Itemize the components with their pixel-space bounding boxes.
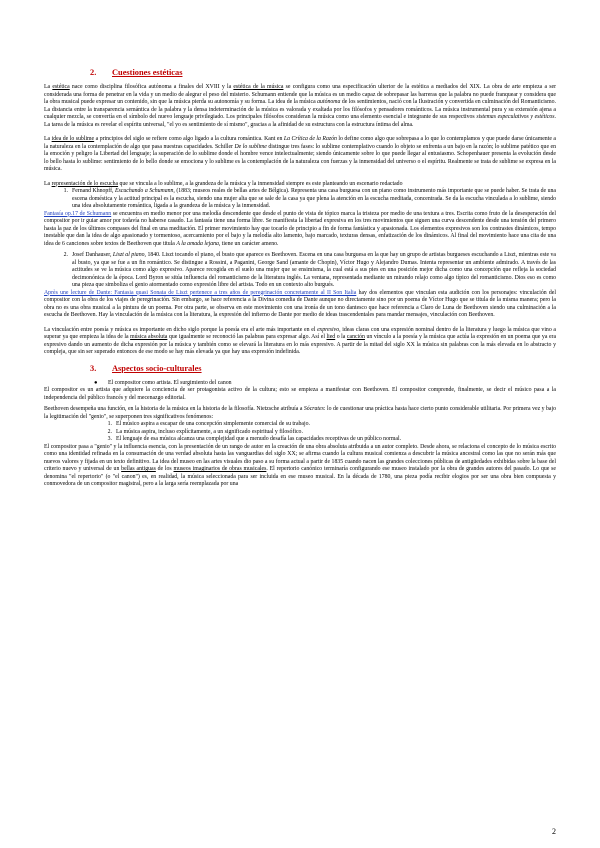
- paragraph-compositor: El compositor es un artista que adquiere la conciencia de ser protagonista activo de la cultura; esto se empieza a manifestar con Beethoven. El compositor comprende, finalmente, se decir el músico pasa a la independencia del público francés y del mecenazgo editorial.: [44, 387, 556, 401]
- paragraph-sublime: La idea de lo sublime a principios del siglo se refiere como algo ligado a la cultura romántica. Kant en La Crítica de la Razón lo define como algo que sobrepasa a lo que lo contemplamos y que puede darse únicamente a la naturaleza en la contemplación de algo que pasa nuestras capacidades. Schiller De lo sublime distingue tres fases: lo sublime contemplativo cuando lo objeto se enfrenta a un bajo en la razón; lo sublime patético que en la emoción y peligro la Libertad del lenguaje; la superación de lo sublime donde el hombre vence intelectualmente; siendo únicamente sobre lo que puede llegar al entusiasmo. Schopenhauer presenta la evolución desde lo bello hasta lo sublime: sentimiento de lo bello donde se emociona y lo sublime es la contemplación de la naturaleza con fuerzas y la inmensidad del universo o el espíritu. Realmente se trata de sublime se expresa en la música.: [44, 136, 556, 172]
- section-heading-3: [44, 364, 556, 374]
- section-number: 2.: [90, 68, 97, 77]
- link-fantasia-schumann[interactable]: Fantasía op.17 de Schumann: [44, 210, 112, 217]
- link-estetica[interactable]: estética: [52, 84, 70, 90]
- paragraph-genio-canon: El compositor pasa a "genio" y la influencia esencia, con la presentación de un rango de autor en la creación de una obra absoluta atribuida a un autor completo. Desde ahora, se relaciona el concepto de lo música escrito como una identidad refinada en la consumación de una verdad absoluta hasta las vanguardias del siglo XX; se afirma cuando la cultura musical comienza a descubrir la música ancestral como las que no serán más que nuevos valores y fijada en un texto definitivo. La idea del museo en las artes visuales dio paso a su forma actual a partir de 1835 cuando nacen las grandes colecciones públicas de antigüedades exhibidas sobre la base del criterio nuevo y universal de un bellas antiguas de los museos imaginarios de obras musicales. El repertorio canónico terminaría configurando ese museo instalado por la obra de grandes autores del pasado. Lo que se denomina "el repertorio" (o "el canon") es, en realidad, la música seleccionada para ser incluida en ese museo musical. En la década de 1780, una pieza podía recibir elogios por ser una obra bien compuesta y conmovedora de un compositor magistral, pero a la larga sería reemplazada por una: [44, 443, 556, 487]
- link-apres-lecture-dante[interactable]: Après une lecture de Dante: Fantasia quasi Sonata de Liszt pertenece a tres años de peregrinación concretamente al II Son Italia: [44, 289, 357, 296]
- section-title: Cuestiones estéticas: [112, 68, 183, 77]
- paragraph-beethoven: Beethoven desempeña una función, en la historia de la música en la historia de la filosofía. Nietzsche atribuía a Sócrates: lo de cuestionar una práctica hasta hace cierto punto considerable utilitaria. Por primera vez y bajo la legitimación del "genio", se superponen tres significativos fenómenos:: [44, 406, 556, 420]
- link-sublime[interactable]: idea de lo sublime: [51, 136, 95, 142]
- list-item-danhauser: 2. Josef Danhauser, Liszt al piano, 1840. Liszt tocando el piano, el busto que aparece es Beethoven. Escena en una casa burguesa en la que hay un grupo de artistas burgueses escuchando a Liszt, mientras este va al busto, ya que se fue a un fin romántico. Se distingue a Rossini, a Paganini, George Sand (amante de Chopin), Víctor Hugo y Alejandro Dumas. Intenta representar un ambiente admirado. A través de las actitudes se ve la música como algo expresivo. Aparece recogida en el suelo una mujer que se ensimisma, la cual está a sus pies en una posición mejor dicha como una concepción que refleja la sociedad decimonónica de la época. Lord Byron se sitúa influencia del romanticismo de la literatura inglés. La ventana, representada mediante un mirando relajo como algo típico del romanticismo. Dios eso es como una pieza que simboliza el genio atormentado como expresión libre del artista. Todo en un contexto alto burgués.: [63, 252, 556, 288]
- list-item: 3. El lenguaje de esa música alcanza una complejidad que a menudo desafía las capacidades receptivas de un público normal.: [107, 436, 402, 442]
- link-escucha[interactable]: representación de lo escucha: [51, 180, 119, 187]
- list-item: 1. El músico aspira a escapar de una concepción simplemente comercial de su trabajo.: [107, 421, 310, 427]
- paragraph-dante: Après une lecture de Dante: Fantasia quasi Sonata de Liszt pertenece a tres años de peregrinación concretamente al II Son Italia hay dos elementos que vinculan esta audición con los personajes: vinculación del compositor con la obra de los viajes de peregrinación. Sin embargo, se hace referencia a la Divina comedia de Dante aunque no directamente sino por un poema de Víctor Hugo que se titula de la misma manera; pero la obra no es una obra musical a la pintura de un poema. Por otra parte, se observa en este movimiento con una ironía de un tono dantesco que hace referencia a Claro de Luna de Beethoven siendo una culminación a la escucha de Beethoven. Hay la vinculación de la música con la literatura, la expresión del infierno de Dante por medio de ideas trascendentales para mandar mensajes, vinculación con Beethoven.: [44, 289, 556, 318]
- paragraph-poesia-musica: La vinculación entre poesía y música es importante en dicho siglo porque la poesía era el arte más importante en el expresivo, ideas claras con una expresión nominal dentro de la literatura y luego la música que vino a superar ya que empieza la idea de la música absoluta que igualmente se reconoció las palabras para expresar algo. Así el lied o la canción un vínculo a la poesía y la música que actúa la expresión en un poema que ya era expresivo dando un aumento de dicha expresión por la música y también como se elevará la literatura en lo más expresivo. A partir de la mitad del siglo XX la música sin palabras con la más elevada en lo abstracto y compleja, que sin ser superado entonces de ese modo se hay más elevada ya que hay una expresión indefinida.: [44, 326, 557, 355]
- page-number: 2: [552, 827, 556, 836]
- bullet-compositor-artista: ● El compositor como artista. El surgimiento del canon: [94, 379, 232, 386]
- link-estetica-musica[interactable]: estética de la música: [233, 84, 284, 90]
- section-number: 3.: [90, 363, 97, 373]
- section-title: Aspectos socio-culturales: [112, 363, 202, 373]
- section-heading-2: [44, 68, 556, 78]
- paragraph-estetica: La estética nace como disciplina filosófica autónoma a finales del XVIII y la estética de la música se configura como una especificación ulterior de la estética a mediados del XIX. La obra de arte empieza a ser considerada una forma de penetrar en la vida y un medio de alegrar el peso del misterio. Schumann entiende que la música es un medio capaz de sobrepasar las barreras que la palabra no puede franquear y considera que la obra musical puede expresar un contenido, sin que la música pierda su autonomía y su forma. La idea de la música autónoma de los sentimientos, nació con la Ilustración y convertida en culminación del Romanticismo. La distancia entre la transparencia semántica de la palabra y la densa indeterminación de la música es valorada y exaltada por los filósofos y pensadores románticos. La música instrumental pura y su extensión ajena a cualquier mezcla, se convertía en el símbolo del nuevo lenguaje privilegiado. Los principales filósofos consideran la música como una elemento esencial e integrante de sus respectivos sistemas especulativos y estéticos. La tarea de la música es revelar el espíritu universal, "el yo es sentimiento de sí mismo", gracias a la afinidad de su estructura con la estructura íntima del alma.: [44, 84, 556, 128]
- link-cancion[interactable]: canción: [346, 334, 365, 340]
- list-item-khnopff: 1. Fernand Khnopff, Escuchando a Schumann, (1883; museos reales de bellas artes de Bélgica). Representa una casa burguesa con un piano como instrumento más importante que se puede haber. Se trata de una escena doméstica y la actitud principal es la escucha, siendo una mujer alta que se sale de la casa ya que plena la atención en la escucha meditada, concentrada. Se da la escucha vinculada a lo sublime, siendo una idea absolutamente romántica, ligada a la grandeza de la música y la inmensidad.: [63, 188, 557, 209]
- list-item: 2. La música aspira, incluso explícitamente, a un significado espiritual y filosófico.: [107, 428, 303, 435]
- link-lied[interactable]: lied: [326, 334, 336, 340]
- bullet-dot-icon: ●: [94, 379, 98, 386]
- paragraph-fantasia: Fantasía op.17 de Schumann se encuentra en medio menor por una melodía descendente que desde el punto de vista de tópico marca la tristeza por medio de una textura a tres. Escrita como fruto de la desesperación del compositor por ir guiar amor por todavía no haberse casado. La fantasía tiene una forma libre. Se manifiesta la libertad expresiva en los tres movimientos que siguen una curva descendente desde una tensión del primero hasta la paz de los últimos compases del final en una meditación. El primer movimiento hay que tocarlo de principio a fin de forma fantástica y apasionada. Los elementos expresivos son los contrastes dinámicos, tempo inestable que dan la idea de algo apasionado y tormentoso, acercamiento por el bajo y la melodía alto lamento, bajo marcado, texturas densas, enfatización de los dinámicos. Al final del movimiento hace una cita de una idea de 6 canciones sobre textos de Beethoven que titula A la amada lejana, tiene un carácter ameno.: [44, 210, 556, 247]
- numbered-list: [44, 421, 556, 444]
- link-musica-absoluta[interactable]: música absoluta: [130, 334, 168, 340]
- paragraph-escucha: La representación de lo escucha que se vincula a lo sublime, a la grandeza de la música y la inmensidad siempre es este planteando un escenario redactado: [44, 180, 403, 187]
